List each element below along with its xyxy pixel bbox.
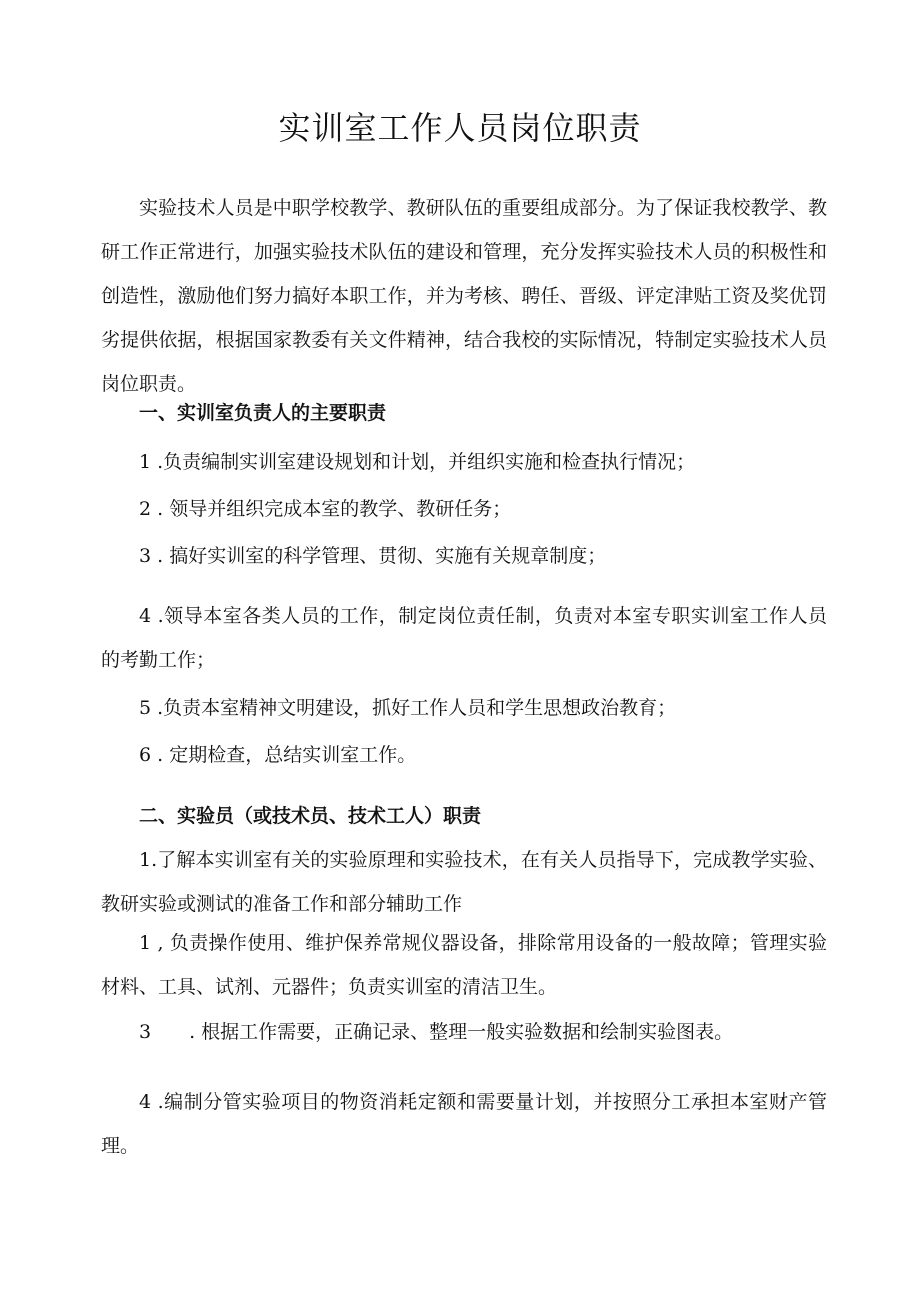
section-1-item-2: 2 . 领导并组织完成本室的教学、教研任务； (139, 498, 512, 520)
section-2-item-2: 1 , 负责操作使用、维护保养常规仪器设备，排除常用设备的一般故障；管理实验材料、工具、试剂、元器件；负责实训室的清洁卫生。 (101, 932, 827, 998)
section-2-item-4: 4 .编制分管实验项目的物资消耗定额和需要量计划，并按照分工承担本室财产管理。 (101, 1091, 827, 1157)
section-1-item-6: 6 . 定期检查，总结实训室工作。 (139, 744, 417, 766)
section-2-heading: 二、实验员（或技术员、技术工人）职责 (139, 805, 482, 827)
document-title: 实训室工作人员岗位职责 (278, 109, 642, 147)
section-1-item-1: 1 .负责编制实训室建设规划和计划，并组织实施和检查执行情况； (139, 451, 696, 473)
intro-paragraph: 实验技术人员是中职学校教学、教研队伍的重要组成部分。为了保证我校教学、教研工作正常进行，加强实验技术队伍的建设和管理，充分发挥实验技术人员的积极性和创造性，激励他们努力搞好本职工作，并为考核、聘任、晋级、评定津贴工资及奖优罚劣提供依据，根据国家教委有关文件精神，结合我校的实际情况，特制定实验技术人员岗位职责。 (101, 197, 827, 395)
section-1-item-5: 5 .负责本室精神文明建设，抓好工作人员和学生思想政治教育； (139, 697, 677, 719)
section-2-item-3: 3 . 根据工作需要，正确记录、整理一般实验数据和绘制实验图表。 (139, 1021, 734, 1043)
section-1-item-3: 3 . 搞好实训室的科学管理、贯彻、实施有关规章制度； (139, 545, 607, 567)
section-1-heading: 一、实训室负责人的主要职责 (139, 402, 387, 424)
section-2-item-1: 1.了解本实训室有关的实验原理和实验技术，在有关人员指导下，完成教学实验、教研实验或测试的准备工作和部分辅助工作 (101, 849, 827, 915)
section-1-item-4: 4 .领导本室各类人员的工作，制定岗位责任制，负责对本室专职实训室工作人员的考勤工作； (101, 605, 827, 671)
